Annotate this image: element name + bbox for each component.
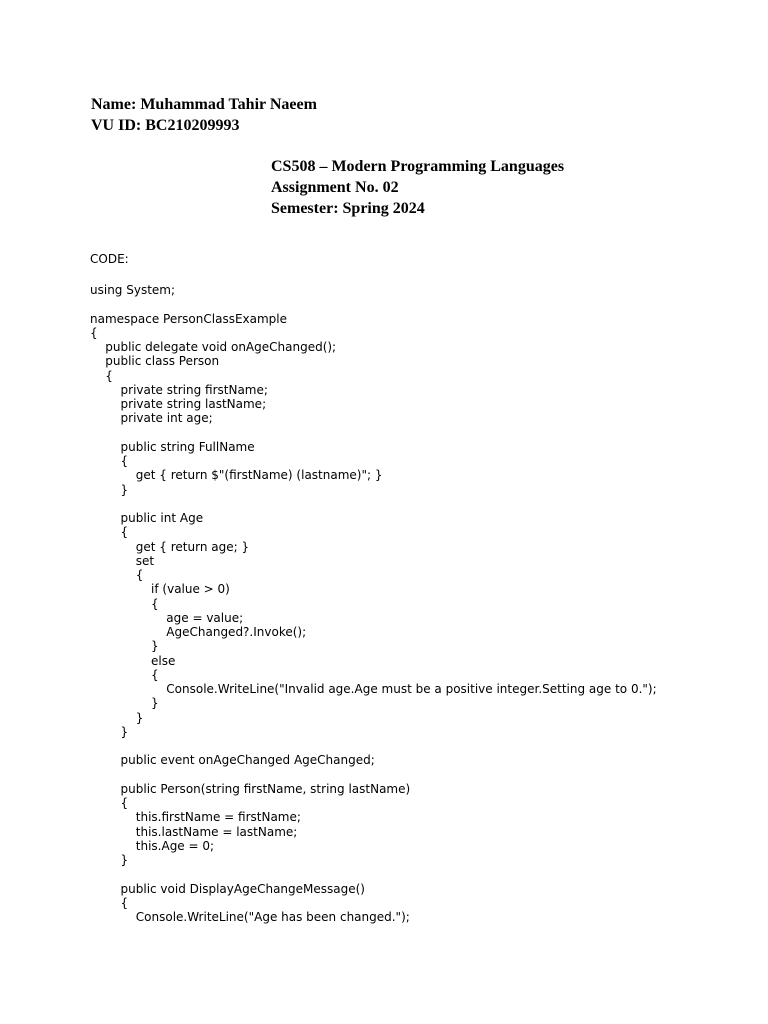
code-line: { <box>90 895 129 910</box>
code-line: public event onAgeChanged AgeChanged; <box>90 753 375 768</box>
code-line <box>90 426 657 440</box>
code-line: get { return $"(firstName) (lastname)"; } <box>90 468 383 483</box>
code-label: CODE: <box>90 252 129 266</box>
code-line: { <box>90 596 159 611</box>
code-line: this.Age = 0; <box>90 838 215 853</box>
code-line: using System; <box>90 283 176 297</box>
code-line: public delegate void onAgeChanged(); <box>90 340 337 354</box>
code-block <box>90 283 657 924</box>
code-line: public void DisplayAgeChangeMessage() <box>90 881 365 896</box>
code-line: Console.WriteLine("Age has been changed."); <box>90 910 410 924</box>
code-line: else <box>90 653 176 668</box>
code-line: private string firstName; <box>90 382 268 397</box>
code-line: this.lastName = lastName; <box>90 824 298 839</box>
code-line: { <box>90 368 113 383</box>
code-line: } <box>90 853 129 867</box>
code-line: get { return age; } <box>90 539 250 554</box>
student-name: Name: Muhammad Tahir Naeem <box>91 96 317 113</box>
code-line: Console.WriteLine("Invalid age.Age must be a positive integer.Setting age to 0."); <box>90 682 657 696</box>
code-line: { <box>90 525 129 540</box>
code-line <box>90 739 657 753</box>
code-line: public Person(string firstName, string lastName) <box>90 781 411 796</box>
semester: Semester: Spring 2024 <box>271 200 425 217</box>
student-info <box>91 94 317 136</box>
code-line: namespace PersonClassExample <box>90 311 288 326</box>
code-line: this.firstName = firstName; <box>90 810 301 825</box>
code-line: if (value > 0) <box>90 582 230 597</box>
code-line: age = value; <box>90 610 244 625</box>
code-line: public string FullName <box>90 439 255 454</box>
code-line: private int age; <box>90 411 213 426</box>
course-info <box>271 156 564 219</box>
code-line: { <box>90 568 144 582</box>
code-line <box>90 297 657 311</box>
code-line: } <box>90 710 144 725</box>
code-line <box>90 497 657 511</box>
code-line: } <box>90 724 129 739</box>
code-line: public int Age <box>90 511 204 525</box>
code-line: { <box>90 454 129 468</box>
code-line: { <box>90 325 98 340</box>
student-vu-id: VU ID: BC210209993 <box>91 117 240 134</box>
assignment-number: Assignment No. 02 <box>271 179 399 196</box>
course-title: CS508 – Modern Programming Languages <box>271 158 565 175</box>
code-line <box>90 768 657 782</box>
code-line: } <box>90 639 159 654</box>
code-line: { <box>90 667 159 682</box>
code-line: } <box>90 482 129 497</box>
code-line <box>90 867 657 881</box>
code-line: } <box>90 696 159 711</box>
code-line: { <box>90 796 129 810</box>
code-line: private string lastName; <box>90 397 267 411</box>
code-line: set <box>90 553 155 568</box>
code-line: public class Person <box>90 354 220 369</box>
code-line: AgeChanged?.Invoke(); <box>90 625 307 639</box>
